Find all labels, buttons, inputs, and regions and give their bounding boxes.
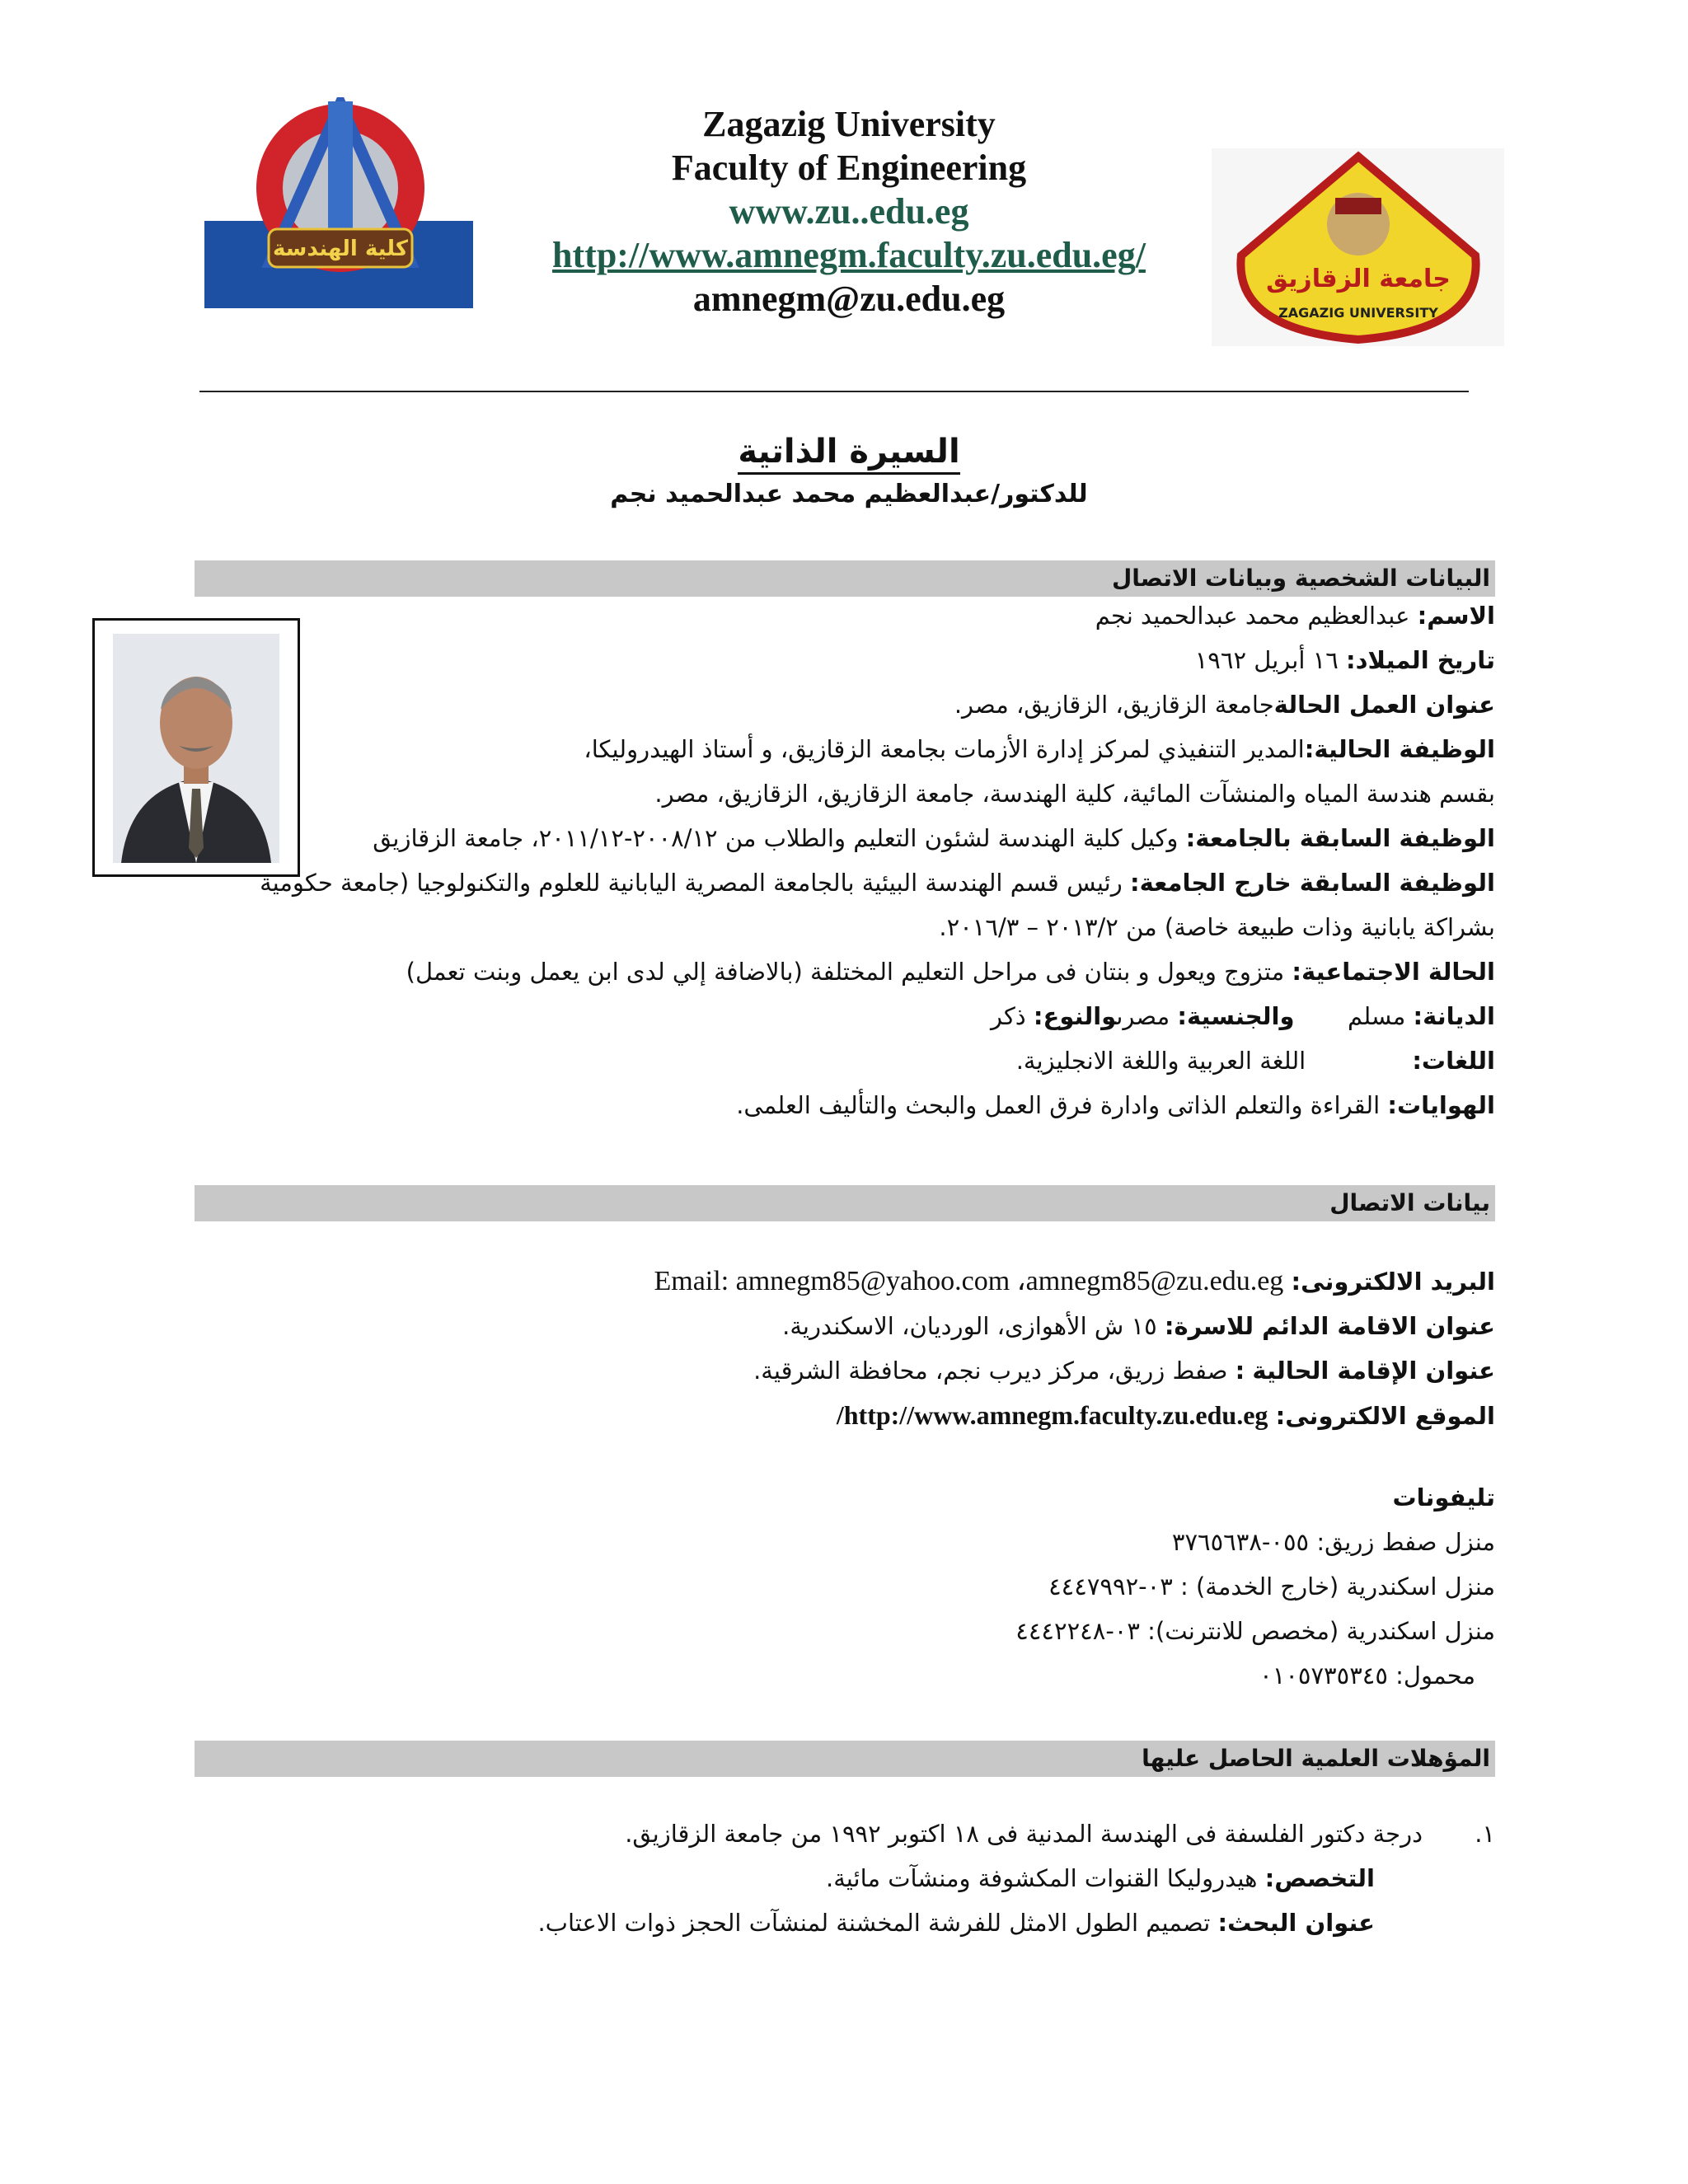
phone-row-3: منزل اسكندرية (مخصص للانترنت): ٠٣-٤٤٤٢٢٤٨ <box>1015 1617 1495 1645</box>
university-name: Zagazig University <box>702 104 996 144</box>
section-personal-heading: البيانات الشخصية وبيانات الاتصال <box>195 560 1495 597</box>
name-row: الاسم: عبدالعظيم محمد عبدالحميد نجم <box>1095 602 1495 630</box>
faculty-name: Faculty of Engineering <box>671 148 1027 188</box>
phone-row-1: منزل صفط زريق: ٠٥٥-٣٧٦٥٦٣٨ <box>1171 1528 1495 1556</box>
hobbies-row: الهوايات: القراءة والتعلم الذاتى وادارة فرق العمل والبحث والتأليف العلمى. <box>736 1091 1495 1119</box>
qualification-item-1: درجة دكتور الفلسفة فى الهندسة المدنية فى ١٨ اكتوبر ١٩٩٢ من جامعة الزقازيق. <box>625 1820 1423 1848</box>
section-qualifications-heading: المؤهلات العلمية الحاصل عليها <box>195 1741 1495 1777</box>
header-divider <box>199 391 1469 392</box>
social-status-row: الحالة الاجتماعية: متزوج ويعول و بنتان فى مراحل التعليم المختلفة (بالاضافة إلي لدى ابن يعمل وبنت تعمل) <box>406 958 1495 986</box>
profile-photo <box>92 618 300 877</box>
university-logo-text-en: ZAGAZIG UNIVERSITY <box>1278 305 1438 321</box>
qualification-item-1-number: ١. <box>1475 1820 1495 1848</box>
header-email: amnegm@zu.edu.eg <box>692 279 1006 319</box>
permanent-address-row: عنوان الاقامة الدائم للاسرة: ١٥ ش الأهوازى، الورديان، الاسكندرية. <box>782 1312 1495 1340</box>
current-job-row: الوظيفة الحالية:المدير التنفيذي لمركز إدارة الأزمات بجامعة الزقازيق، و أستاذ الهيدروليكا، <box>584 735 1495 763</box>
prev-ext-job-row: الوظيفة السابقة خارج الجامعة: رئيس قسم الهندسة البيئية بالجامعة المصرية اليابانية للعلوم والتكنولوجيا (جامعة حكومية <box>260 869 1495 897</box>
research-title-row: عنوان البحث: تصميم الطول الامثل للفرشة المخشنة لمنشآت الحجز ذوات الاعتاب. <box>537 1909 1375 1937</box>
email-row: البريد الالكترونى: Email: amnegm85@yahoo.com ،amnegm85@zu.edu.eg <box>654 1266 1495 1296</box>
religion-nationality-row: الديانة: مسلم والجنسية: مصرىوالنوع: ذكر <box>990 1002 1495 1030</box>
homepage-link[interactable]: http://www.amnegm.faculty.zu.edu.eg/ <box>552 235 1146 275</box>
current-job-row-2: بقسم هندسة المياه والمنشآت المائية، كلية الهندسة، جامعة الزقازيق، الزقازيق، مصر. <box>654 780 1495 808</box>
languages-row: اللغات: اللغة العربية واللغة الانجليزية. <box>1015 1047 1495 1075</box>
cv-subtitle: للدكتور/عبدالعظيم محمد عبدالحميد نجم <box>610 480 1088 509</box>
cv-title: السيرة الذاتية <box>511 427 1187 476</box>
prev-job-row: الوظيفة السابقة بالجامعة: وكيل كلية الهندسة لشئون التعليم والطلاب من ٢٠٠٨/١٢-٢٠١١/١٢، جامعة الزقازيق <box>373 824 1495 852</box>
birth-row: تاريخ الميلاد: ١٦ أبريل ١٩٦٢ <box>1194 646 1495 674</box>
website-text: www.zu..edu.eg <box>729 191 969 232</box>
website-link[interactable]: http://www.amnegm.faculty.zu.edu.eg/ <box>836 1400 1268 1430</box>
university-logo <box>1212 148 1504 346</box>
work-address-row: عنوان العمل الحالةجامعة الزقازيق، الزقازيق، مصر. <box>954 691 1495 719</box>
phones-heading: تليفونات <box>1392 1483 1495 1511</box>
prev-ext-job-row-2: بشراكة يابانية وذات طبيعة خاصة) من ٢٠١٣/٢ – ٢٠١٦/٣. <box>939 913 1495 941</box>
current-address-row: عنوان الإقامة الحالية : صفط زريق، مركز ديرب نجم، محافظة الشرقية. <box>753 1357 1495 1385</box>
university-logo-text-ar: جامعة الزقازيق <box>1266 265 1451 293</box>
website-row: الموقع الالكترونى: http://www.amnegm.faculty.zu.edu.eg/ <box>836 1400 1495 1430</box>
section-contact-heading: بيانات الاتصال <box>195 1185 1495 1221</box>
specialization-row: التخصص: هيدروليكا القنوات المكشوفة ومنشآت مائية. <box>826 1864 1375 1892</box>
phone-row-4: محمول: ٠١٠٥٧٣٥٣٤٥ <box>1259 1661 1475 1690</box>
faculty-logo-text: كلية الهندسة <box>273 237 408 261</box>
phone-row-2: منزل اسكندرية (خارج الخدمة) : ٠٣-٤٤٤٧٩٩٢ <box>1048 1572 1495 1601</box>
faculty-logo <box>204 97 473 308</box>
